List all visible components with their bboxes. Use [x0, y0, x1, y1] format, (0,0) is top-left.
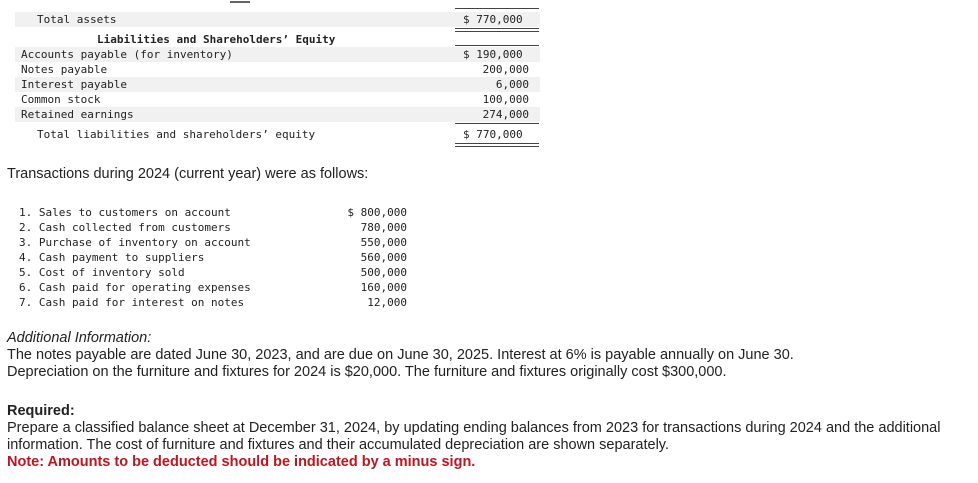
transaction-row — [19, 265, 419, 280]
total-assets-double-rule — [455, 28, 539, 32]
top-edge-rule — [230, 1, 250, 3]
total-assets-value: $ 770,000 — [463, 13, 523, 26]
required-body: Prepare a classified balance sheet at December 31, 2024, by updating ending balances from 2023 for transactions during 2024 and the additional information. The cost of furniture and fixtures and their accumulated depreciation are shown separately. — [7, 420, 941, 453]
transaction-value: 12,000 — [367, 296, 407, 309]
transaction-label: 4. Cash payment to suppliers — [19, 251, 205, 264]
transaction-value: 780,000 — [360, 221, 407, 234]
bs-item-value: 274,000 — [482, 108, 529, 121]
total-assets-label: Total assets — [37, 13, 117, 26]
required-section — [7, 403, 967, 471]
transaction-label: 3. Purchase of inventory on account — [19, 236, 251, 249]
transaction-value: 160,000 — [360, 281, 407, 294]
bs-item-label: Retained earnings — [21, 108, 134, 121]
additional-information — [7, 330, 967, 381]
transaction-label: 2. Cash collected from customers — [19, 221, 231, 234]
bs-item-value: 200,000 — [482, 63, 529, 76]
bs-item-label: Common stock — [21, 93, 101, 106]
bs-item-label: Notes payable — [21, 63, 108, 76]
bs-item-cell — [455, 62, 539, 77]
bs-item-label: Interest payable — [21, 78, 127, 91]
bs-item-cell — [455, 47, 539, 62]
transaction-value: $ 800,000 — [347, 206, 407, 219]
liab-top-rule — [455, 45, 539, 46]
total-liab-value: $ 770,000 — [463, 128, 523, 141]
bs-item-label: Accounts payable (for inventory) — [21, 48, 233, 61]
transaction-value: 560,000 — [360, 251, 407, 264]
transaction-value: 550,000 — [360, 236, 407, 249]
transaction-label: 7. Cash paid for interest on notes — [19, 296, 245, 309]
transaction-row — [19, 235, 419, 250]
transaction-row — [19, 220, 419, 235]
transaction-row — [19, 280, 419, 295]
bs-item-value: $ 190,000 — [463, 48, 523, 61]
transaction-value: 500,000 — [360, 266, 407, 279]
required-note: Note: Amounts to be deducted should be indicated by a minus sign. — [7, 454, 476, 470]
additional-heading: Additional Information: — [7, 330, 152, 346]
transactions-intro: Transactions during 2024 (current year) were as follows: — [7, 166, 369, 182]
transaction-label: 5. Cost of inventory sold — [19, 266, 185, 279]
bs-item-cell — [455, 77, 539, 92]
total-liab-double-rule — [455, 143, 539, 147]
liabilities-heading: Liabilities and Shareholders’ Equity — [97, 33, 336, 46]
bs-item-value: 6,000 — [495, 78, 529, 91]
total-liab-top-rule — [455, 123, 539, 124]
bs-item-value: 100,000 — [482, 93, 529, 106]
additional-line-2: Depreciation on the furniture and fixtures for 2024 is $20,000. The furniture and fixtures originally cost $300,000. — [7, 364, 727, 380]
total-assets-top-rule — [455, 8, 539, 9]
total-liab-cell — [455, 127, 539, 142]
bs-item-cell — [455, 107, 539, 122]
total-assets-cell — [455, 12, 539, 27]
bs-item-cell — [455, 92, 539, 107]
transaction-label: 1. Sales to customers on account — [19, 206, 231, 219]
transaction-label: 6. Cash paid for operating expenses — [19, 281, 251, 294]
transaction-row — [19, 250, 419, 265]
transaction-row — [19, 205, 419, 220]
additional-line-1: The notes payable are dated June 30, 2023, and are due on June 30, 2025. Interest at 6% is payable annually on June 30. — [7, 347, 794, 363]
total-liab-label: Total liabilities and shareholders’ equity — [37, 128, 316, 141]
required-heading: Required: — [7, 403, 75, 419]
transaction-row — [19, 295, 419, 310]
